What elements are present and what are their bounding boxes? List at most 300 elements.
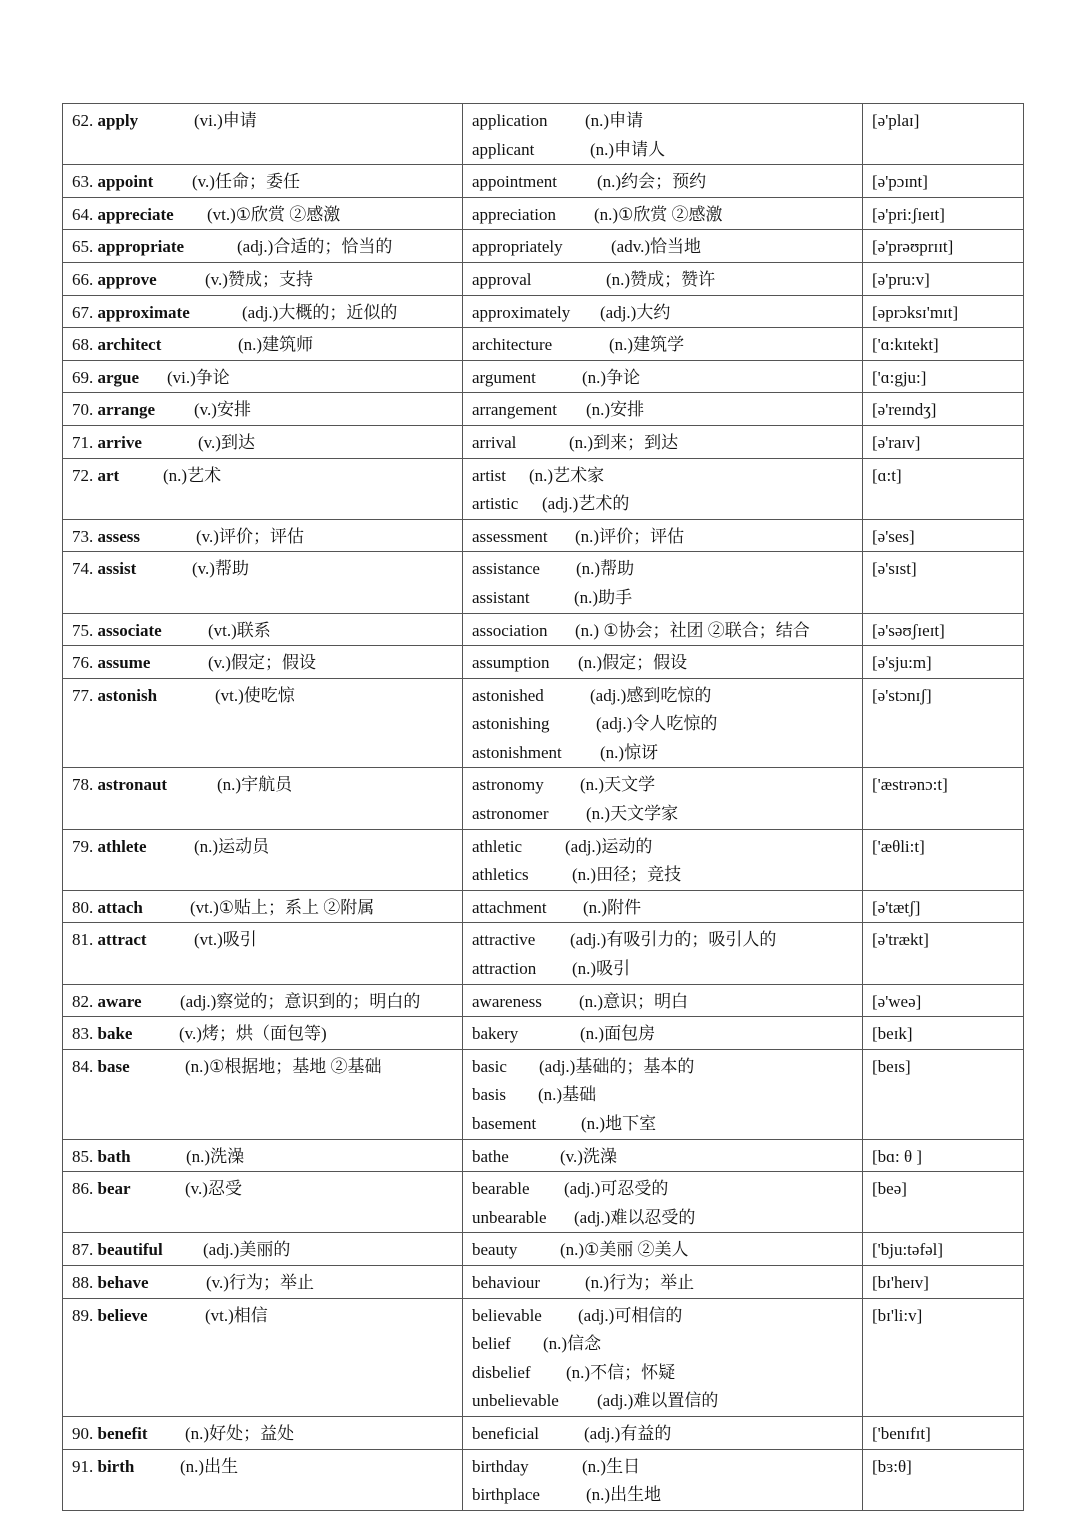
derived-item	[472, 833, 854, 862]
derived-item	[472, 555, 854, 584]
derived-meaning: (n.)出生地	[586, 1485, 662, 1505]
derived-word: assumption	[472, 653, 550, 673]
derived-cell	[463, 1172, 863, 1233]
phonetic: [beə]	[872, 1179, 907, 1199]
derived-meaning: (n.)评价；评估	[575, 526, 685, 546]
derived-item	[472, 955, 854, 984]
derived-item	[472, 1020, 854, 1049]
headword-cell	[63, 1233, 463, 1266]
phonetic: [ɑ:t]	[872, 465, 902, 485]
headword: approve	[97, 269, 157, 289]
derived-meaning: (n.)地下室	[581, 1114, 657, 1133]
vocab-row	[63, 393, 1024, 426]
derived-meaning: (n.)助手	[574, 587, 633, 607]
vocab-row	[63, 984, 1024, 1017]
derived-word: arrival	[472, 432, 517, 452]
derived-meaning: (n.)不信；怀疑	[566, 1362, 676, 1382]
headword-cell	[63, 262, 463, 295]
headword: assess	[97, 526, 141, 546]
headword: beautiful	[97, 1240, 163, 1260]
derived-cell	[463, 890, 863, 923]
phonetic: [əprɔksɪ'mɪt]	[872, 302, 959, 322]
derived-meaning: (n.)天文学家	[586, 804, 679, 824]
phonetic-cell	[863, 552, 1024, 613]
entry-number: 87.	[72, 1240, 94, 1260]
derived-item	[472, 584, 854, 613]
vocab-row	[63, 1449, 1024, 1510]
derived-cell	[463, 1449, 863, 1510]
derived-word: athletic	[472, 836, 523, 856]
vocab-row	[63, 197, 1024, 230]
derived-meaning: (n.)基础	[538, 1085, 597, 1105]
headword-cell	[63, 984, 463, 1017]
phonetic: ['æθli:t]	[872, 836, 925, 856]
derived-cell	[463, 613, 863, 646]
headword-meaning: (v.)行为；举止	[206, 1272, 314, 1292]
derived-meaning: (v.)洗澡	[560, 1146, 617, 1166]
headword-cell	[63, 646, 463, 679]
derived-cell	[463, 1298, 863, 1416]
derived-cell	[463, 1017, 863, 1050]
entry-number: 69.	[72, 367, 94, 387]
derived-item	[472, 490, 854, 519]
entry-number: 71.	[72, 432, 94, 452]
phonetic: [ə'pru:v]	[872, 269, 930, 289]
vocab-row	[63, 295, 1024, 328]
vocab-row	[63, 1017, 1024, 1050]
derived-cell	[463, 829, 863, 890]
derived-word: astonishing	[472, 714, 550, 734]
derived-word: appropriately	[472, 237, 563, 257]
headword-cell	[63, 197, 463, 230]
headword-meaning: (vt.)吸引	[194, 930, 257, 950]
derived-item	[472, 1359, 854, 1388]
derived-word: unbelievable	[472, 1391, 559, 1411]
phonetic: [bɪ'heɪv]	[872, 1272, 929, 1292]
entry-number: 86.	[72, 1179, 94, 1199]
derived-word: astonished	[472, 685, 544, 705]
derived-word: arrangement	[472, 400, 557, 420]
headword: base	[97, 1056, 130, 1076]
entry-number: 83.	[72, 1024, 94, 1044]
derived-item	[472, 1236, 854, 1265]
derived-word: birthplace	[472, 1485, 540, 1505]
headword-cell	[63, 230, 463, 263]
phonetic: [ə'trækt]	[872, 930, 929, 950]
phonetic: ['benɪfɪt]	[872, 1423, 931, 1443]
phonetic: [ə'sju:m]	[872, 653, 932, 673]
headword: astonish	[97, 685, 158, 705]
derived-item	[472, 1387, 854, 1416]
entry-number: 91.	[72, 1456, 94, 1476]
phonetic-cell	[863, 393, 1024, 426]
derived-word: appreciation	[472, 204, 557, 224]
derived-word: assistance	[472, 559, 540, 579]
derived-item	[472, 299, 854, 328]
phonetic: ['ɑ:gju:]	[872, 367, 927, 387]
headword-meaning: (n.)建筑师	[238, 335, 314, 355]
headword-cell	[63, 519, 463, 552]
headword: benefit	[97, 1423, 148, 1443]
derived-word: artistic	[472, 494, 519, 514]
entry-number: 65.	[72, 237, 94, 257]
entry-number: 64.	[72, 204, 94, 224]
phonetic-cell	[863, 295, 1024, 328]
derived-meaning: (adj.)有吸引力的；吸引人的	[570, 930, 777, 950]
derived-meaning: (adj.)运动的	[565, 836, 653, 856]
derived-word: disbelief	[472, 1362, 531, 1382]
derived-meaning: (adj.)难以忍受的	[574, 1207, 696, 1227]
vocab-row	[63, 678, 1024, 768]
derived-meaning: (adj.)艺术的	[542, 494, 630, 514]
headword-meaning: (n.)艺术	[163, 465, 222, 485]
derived-meaning: (n.)惊讶	[600, 742, 659, 762]
phonetic: [ə'stɔnɪʃ]	[872, 685, 932, 705]
entry-number: 90.	[72, 1423, 94, 1443]
phonetic: ['æstrənɔ:t]	[872, 775, 948, 795]
derived-meaning: (n.)行为；举止	[585, 1272, 695, 1292]
derived-item	[472, 988, 854, 1017]
headword-meaning: (adj.)美丽的	[203, 1240, 291, 1260]
phonetic-cell	[863, 613, 1024, 646]
derived-meaning: (adj.)难以置信的	[597, 1391, 719, 1411]
derived-cell	[463, 230, 863, 263]
entry-number: 63.	[72, 172, 94, 192]
vocab-row	[63, 923, 1024, 984]
vocab-row	[63, 519, 1024, 552]
derived-meaning: (n.)假定；假设	[578, 653, 688, 673]
derived-item	[472, 649, 854, 678]
phonetic-cell	[863, 425, 1024, 458]
derived-meaning: (n.)申请	[585, 111, 644, 130]
phonetic-cell	[863, 646, 1024, 679]
derived-meaning: (n.)①美丽 ②美人	[560, 1240, 689, 1260]
derived-meaning: (n.) ①协会；社团 ②联合；结合	[575, 620, 810, 640]
vocab-row	[63, 262, 1024, 295]
entry-number: 78.	[72, 775, 94, 795]
derived-meaning: (n.)到来；到达	[569, 432, 679, 452]
headword-meaning: (vt.)①贴上；系上 ②附属	[190, 897, 375, 917]
phonetic-cell	[863, 1298, 1024, 1416]
derived-meaning: (n.)附件	[583, 897, 642, 917]
derived-word: appointment	[472, 172, 557, 192]
derived-word: behaviour	[472, 1272, 540, 1292]
headword-cell	[63, 923, 463, 984]
headword-meaning: (v.)任命；委任	[192, 172, 300, 192]
derived-cell	[463, 923, 863, 984]
vocab-row	[63, 1172, 1024, 1233]
headword-cell	[63, 1265, 463, 1298]
derived-word: belief	[472, 1334, 511, 1354]
phonetic-cell	[863, 104, 1024, 165]
vocab-row	[63, 360, 1024, 393]
phonetic: [beɪk]	[872, 1024, 913, 1044]
entry-number: 89.	[72, 1305, 94, 1325]
headword-meaning: (n.)运动员	[194, 836, 270, 856]
derived-meaning: (adj.)大约	[600, 302, 671, 322]
phonetic: ['bju:təfəl]	[872, 1240, 944, 1260]
derived-meaning: (adj.)可相信的	[578, 1305, 683, 1325]
headword-meaning: (vi.)申请	[194, 111, 257, 130]
derived-item	[472, 201, 854, 230]
vocab-row	[63, 829, 1024, 890]
derived-cell	[463, 984, 863, 1017]
derived-cell	[463, 165, 863, 198]
headword-cell	[63, 295, 463, 328]
derived-word: argument	[472, 367, 536, 387]
headword: believe	[97, 1305, 148, 1325]
phonetic-cell	[863, 829, 1024, 890]
headword-meaning: (n.)洗澡	[186, 1146, 245, 1166]
phonetic: [ə'tætʃ]	[872, 897, 921, 917]
phonetic-cell	[863, 230, 1024, 263]
headword-meaning: (adj.)察觉的；意识到的；明白的	[180, 991, 421, 1011]
derived-meaning: (n.)申请人	[590, 139, 666, 159]
headword: art	[97, 465, 120, 485]
derived-meaning: (n.)面包房	[580, 1024, 656, 1044]
vocab-row	[63, 230, 1024, 263]
derived-word: believable	[472, 1305, 542, 1325]
derived-cell	[463, 393, 863, 426]
derived-item	[472, 926, 854, 955]
vocab-row	[63, 1265, 1024, 1298]
entry-number: 68.	[72, 335, 94, 355]
derived-item	[472, 331, 854, 360]
derived-cell	[463, 1049, 863, 1139]
derived-item	[472, 682, 854, 711]
derived-word: attraction	[472, 959, 537, 979]
derived-cell	[463, 552, 863, 613]
derived-item	[472, 894, 854, 923]
entry-number: 67.	[72, 302, 94, 322]
entry-number: 66.	[72, 269, 94, 289]
derived-item	[472, 396, 854, 425]
headword: aware	[97, 991, 142, 1011]
headword-cell	[63, 829, 463, 890]
headword-cell	[63, 1449, 463, 1510]
derived-word: attractive	[472, 930, 536, 950]
headword-meaning: (v.)赞成；支持	[205, 269, 313, 289]
entry-number: 62.	[72, 111, 94, 130]
derived-meaning: (n.)天文学	[580, 775, 656, 795]
phonetic-cell	[863, 1017, 1024, 1050]
derived-word: architecture	[472, 335, 553, 355]
headword: bear	[97, 1179, 131, 1199]
derived-meaning: (adj.)令人吃惊的	[596, 714, 718, 734]
derived-item	[472, 800, 854, 829]
vocabulary-table	[62, 103, 1024, 1511]
headword-cell	[63, 1139, 463, 1172]
phonetic: [ə'plaɪ]	[872, 111, 920, 130]
derived-meaning: (adj.)有益的	[584, 1423, 672, 1443]
derived-word: applicant	[472, 139, 535, 159]
headword-meaning: (vt.)使吃惊	[215, 685, 295, 705]
headword-cell	[63, 678, 463, 768]
derived-meaning: (adj.)感到吃惊的	[590, 685, 712, 705]
headword-meaning: (v.)帮助	[192, 559, 249, 579]
derived-item	[472, 429, 854, 458]
phonetic: [ə'pɔɪnt]	[872, 172, 928, 192]
vocab-row	[63, 1233, 1024, 1266]
derived-cell	[463, 360, 863, 393]
headword-cell	[63, 104, 463, 165]
vocab-row	[63, 165, 1024, 198]
derived-word: assistant	[472, 587, 530, 607]
phonetic-cell	[863, 1449, 1024, 1510]
derived-item	[472, 1420, 854, 1449]
phonetic-cell	[863, 1416, 1024, 1449]
derived-item	[472, 523, 854, 552]
phonetic: [ə'səʊʃɪeɪt]	[872, 620, 945, 640]
headword-meaning: (vt.)联系	[208, 620, 271, 640]
phonetic-cell	[863, 360, 1024, 393]
derived-word: association	[472, 620, 548, 640]
derived-word: bearable	[472, 1179, 530, 1199]
derived-word: attachment	[472, 897, 547, 917]
headword-cell	[63, 890, 463, 923]
derived-item	[472, 1481, 854, 1510]
headword-cell	[63, 458, 463, 519]
headword-meaning: (n.)好处；益处	[185, 1423, 295, 1443]
headword-cell	[63, 768, 463, 829]
derived-word: bakery	[472, 1024, 519, 1044]
vocab-row	[63, 613, 1024, 646]
derived-meaning: (n.)争论	[582, 367, 641, 387]
derived-item	[472, 1081, 854, 1110]
phonetic: [bɜ:θ]	[872, 1456, 912, 1476]
derived-item	[472, 107, 854, 136]
phonetic-cell	[863, 1049, 1024, 1139]
derived-item	[472, 1453, 854, 1482]
derived-word: beneficial	[472, 1423, 540, 1443]
headword-meaning: (vt.)①欣赏 ②感激	[207, 204, 341, 224]
headword: apply	[97, 111, 139, 130]
headword-meaning: (vt.)相信	[205, 1305, 268, 1325]
derived-cell	[463, 646, 863, 679]
entry-number: 75.	[72, 620, 94, 640]
phonetic-cell	[863, 678, 1024, 768]
headword: behave	[97, 1272, 149, 1292]
headword-cell	[63, 1416, 463, 1449]
vocab-row	[63, 646, 1024, 679]
headword: bath	[97, 1146, 131, 1166]
headword: approximate	[97, 302, 190, 322]
derived-item	[472, 1204, 854, 1233]
derived-item	[472, 739, 854, 768]
derived-item	[472, 1175, 854, 1204]
vocab-row	[63, 104, 1024, 165]
derived-item	[472, 136, 854, 165]
phonetic: [ə'sɪst]	[872, 559, 917, 579]
derived-meaning: (n.)吸引	[572, 959, 631, 979]
vocab-row	[63, 425, 1024, 458]
phonetic-cell	[863, 923, 1024, 984]
headword-cell	[63, 1049, 463, 1139]
phonetic: [ə'ses]	[872, 526, 915, 546]
headword-cell	[63, 613, 463, 646]
derived-item	[472, 168, 854, 197]
vocab-row	[63, 1298, 1024, 1416]
derived-item	[472, 1143, 854, 1172]
phonetic-cell	[863, 519, 1024, 552]
headword-meaning: (v.)安排	[194, 400, 251, 420]
derived-cell	[463, 1139, 863, 1172]
derived-word: assessment	[472, 526, 548, 546]
entry-number: 73.	[72, 526, 94, 546]
phonetic-cell	[863, 1265, 1024, 1298]
entry-number: 84.	[72, 1056, 94, 1076]
derived-item	[472, 771, 854, 800]
phonetic: [ə'pri:ʃɪeɪt]	[872, 204, 945, 224]
headword-cell	[63, 1017, 463, 1050]
headword-meaning: (v.)到达	[198, 432, 255, 452]
headword-cell	[63, 165, 463, 198]
entry-number: 76.	[72, 653, 94, 673]
phonetic-cell	[863, 328, 1024, 361]
derived-meaning: (n.)意识；明白	[579, 991, 689, 1011]
phonetic: [ə'reɪndʒ]	[872, 400, 937, 420]
derived-word: basis	[472, 1085, 506, 1105]
derived-meaning: (n.)帮助	[576, 559, 635, 579]
derived-cell	[463, 262, 863, 295]
phonetic: [bɪ'li:v]	[872, 1305, 923, 1325]
phonetic: [beɪs]	[872, 1056, 911, 1076]
headword: arrive	[97, 432, 142, 452]
phonetic: [ə'raɪv]	[872, 432, 921, 452]
headword: athlete	[97, 836, 147, 856]
headword: architect	[97, 335, 162, 355]
phonetic-cell	[863, 1233, 1024, 1266]
phonetic-cell	[863, 197, 1024, 230]
derived-word: astronomer	[472, 804, 549, 824]
derived-item	[472, 1269, 854, 1298]
headword: bake	[97, 1024, 133, 1044]
derived-meaning: (n.)安排	[586, 400, 645, 420]
headword: argue	[97, 367, 140, 387]
derived-item	[472, 710, 854, 739]
headword-meaning: (n.)①根据地；基地 ②基础	[185, 1056, 382, 1076]
derived-meaning: (n.)艺术家	[529, 465, 605, 485]
headword-cell	[63, 1298, 463, 1416]
derived-item	[472, 1053, 854, 1082]
derived-cell	[463, 328, 863, 361]
derived-cell	[463, 1416, 863, 1449]
headword-meaning: (vi.)争论	[167, 367, 230, 387]
derived-word: awareness	[472, 991, 542, 1011]
derived-item	[472, 266, 854, 295]
derived-word: application	[472, 111, 548, 130]
phonetic-cell	[863, 262, 1024, 295]
derived-cell	[463, 197, 863, 230]
derived-meaning: (adv.)恰当地	[611, 237, 702, 257]
entry-number: 85.	[72, 1146, 94, 1166]
derived-meaning: (n.)建筑学	[609, 335, 685, 355]
phonetic: [ə'weə]	[872, 991, 922, 1011]
headword-meaning: (v.)假定；假设	[208, 653, 316, 673]
derived-cell	[463, 295, 863, 328]
entry-number: 81.	[72, 930, 94, 950]
derived-word: artist	[472, 465, 506, 485]
derived-cell	[463, 678, 863, 768]
phonetic-cell	[863, 768, 1024, 829]
entry-number: 82.	[72, 991, 94, 1011]
derived-cell	[463, 104, 863, 165]
derived-item	[472, 1330, 854, 1359]
derived-item	[472, 1110, 854, 1139]
phonetic: ['ɑ:kɪtekt]	[872, 335, 939, 355]
phonetic: [ə'prəʊprɪɪt]	[872, 237, 954, 257]
entry-number: 70.	[72, 400, 94, 420]
